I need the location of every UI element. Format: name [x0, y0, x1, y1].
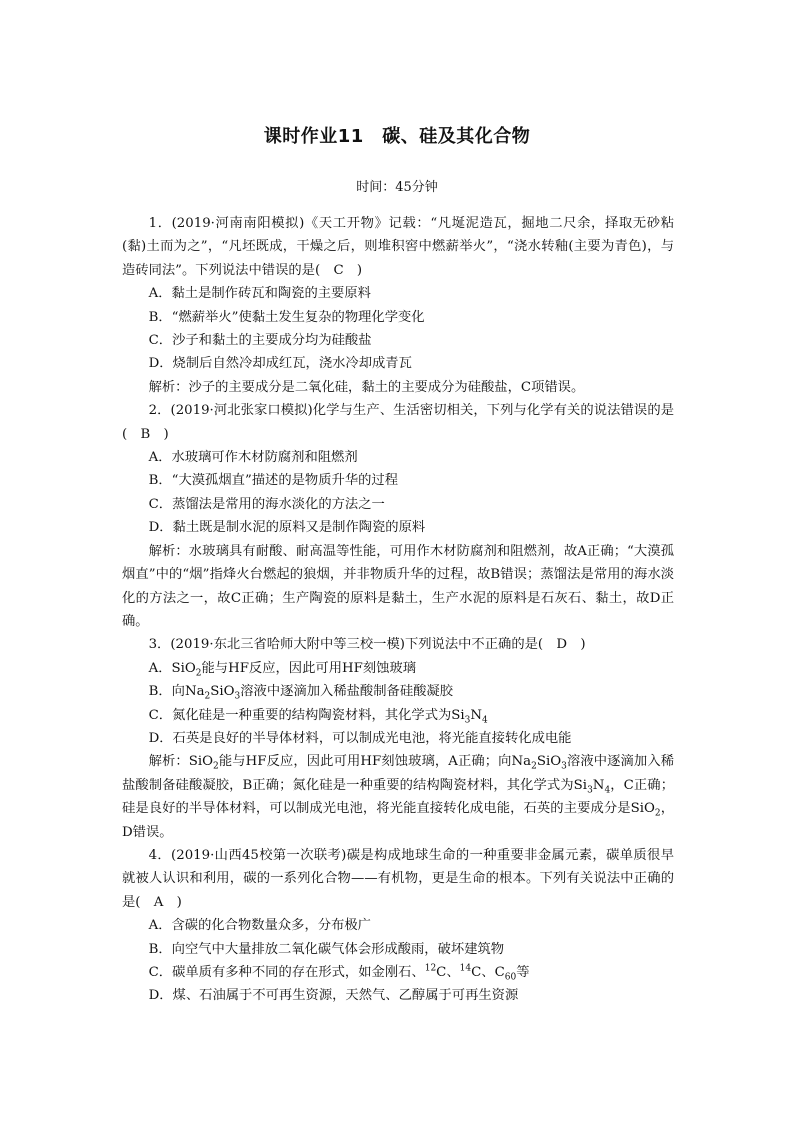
question-1-option-d: D．烧制后自然冷却成红瓦，浇水冷却成青瓦	[148, 356, 412, 372]
question-1-option-a: A．黏土是制作砖瓦和陶瓷的主要原料	[148, 286, 371, 302]
question-1-option-c: C．沙子和黏土的主要成分均为硅酸盐	[148, 333, 372, 349]
page-title: 课时作业11 碳、硅及其化合物	[263, 126, 531, 147]
question-3-option-a: A．SiO$_2$能与HF反应，因此可用HF刻蚀玻璃	[148, 660, 417, 679]
question-1-stem: 1．(2019·河南南阳模拟)《天工开物》记载：“凡埏泥造瓦，掘地二尺余，择取无砂粘(黏)土而为之”，“凡坯既成，干燥之后，则堆积窖中燃薪举火”，“浇水转釉(主要为青色)，与造砖同法”。下列说法中错误的是( C )	[122, 216, 674, 278]
question-2-option-a: A．水玻璃可作木材防腐剂和阻燃剂	[148, 450, 358, 466]
question-2-stem: 2．(2019·河北张家口模拟)化学与生产、生活密切相关，下列与化学有关的说法错误的是( B )	[122, 403, 674, 442]
question-4-stem: 4．(2019·山西45校第一次联考)碳是构成地球生命的一种重要非金属元素，碳单质很早就被人认识和利用，碳的一系列化合物——有机物，更是生命的根本。下列有关说法中正确的是( A )	[122, 847, 674, 910]
question-4-option-b: B．向空气中大量排放二氧化碳气体会形成酸雨，破坏建筑物	[148, 941, 505, 957]
question-2-option-c: C．蒸馏法是常用的海水淡化的方法之一	[148, 496, 385, 512]
question-2-option-d: D．黏土既是制水泥的原料又是制作陶瓷的原料	[148, 520, 426, 536]
question-1-option-b: B．“燃薪举火”使黏土发生复杂的物理化学变化	[148, 309, 425, 325]
question-4-option-d: D．煤、石油属于不可再生资源，天然气、乙醇属于可再生资源	[148, 988, 519, 1004]
question-3-option-d: D．石英是良好的半导体材料，可以制成光电池，将光能直接转化成电能	[148, 730, 572, 746]
question-3-explanation: 解析：SiO$_2$能与HF反应，因此可用HF刻蚀玻璃，A正确；向$Na_2SiO_3$溶液中逐滴加入稀盐酸制备硅酸凝胶，B正确；氮化硅是一种重要的结构陶瓷材料，其化学式为$Si_3N_4$，C正确；硅是良好的半导体材料，可以制成光电池，将光能直接转化成电能，石英的主要成分是SiO$_2$，D错误。	[122, 754, 675, 840]
question-2-option-b: B．“大漠孤烟直”描述的是物质升华的过程	[148, 473, 399, 489]
question-3-option-c: C．氮化硅是一种重要的结构陶瓷材料，其化学式为$Si_3N_4$	[148, 707, 488, 726]
time-limit: 时间：45分钟	[356, 180, 438, 195]
question-2-explanation: 解析：水玻璃具有耐酸、耐高温等性能，可用作木材防腐剂和阻燃剂，故A正确；“大漠孤烟直”中的“烟”指烽火台燃起的狼烟，并非物质升华的过程，故B错误；蒸馏法是常用的海水淡化的方法之一，故C正确；生产陶瓷的原料是黏土，生产水泥的原料是石灰石、黏土，故D正确。	[122, 543, 674, 629]
question-3-stem: 3．(2019·东北三省哈师大附中等三校一模)下列说法中不正确的是( D )	[148, 637, 586, 653]
question-3-option-b: B．向$Na_2SiO_3$溶液中逐滴加入稀盐酸制备硅酸凝胶	[148, 684, 454, 702]
question-1-explanation: 解析：沙子的主要成分是二氧化硅，黏土的主要成分为硅酸盐，C项错误。	[148, 379, 585, 395]
question-4-option-c: C．碳单质有多种不同的存在形式，如金刚石、$^{12}$C、$^{14}$C、$C_{60}$等	[148, 963, 530, 983]
question-4-option-a: A．含碳的化合物数量众多，分布极广	[148, 918, 371, 934]
questions-body	[122, 212, 674, 1008]
